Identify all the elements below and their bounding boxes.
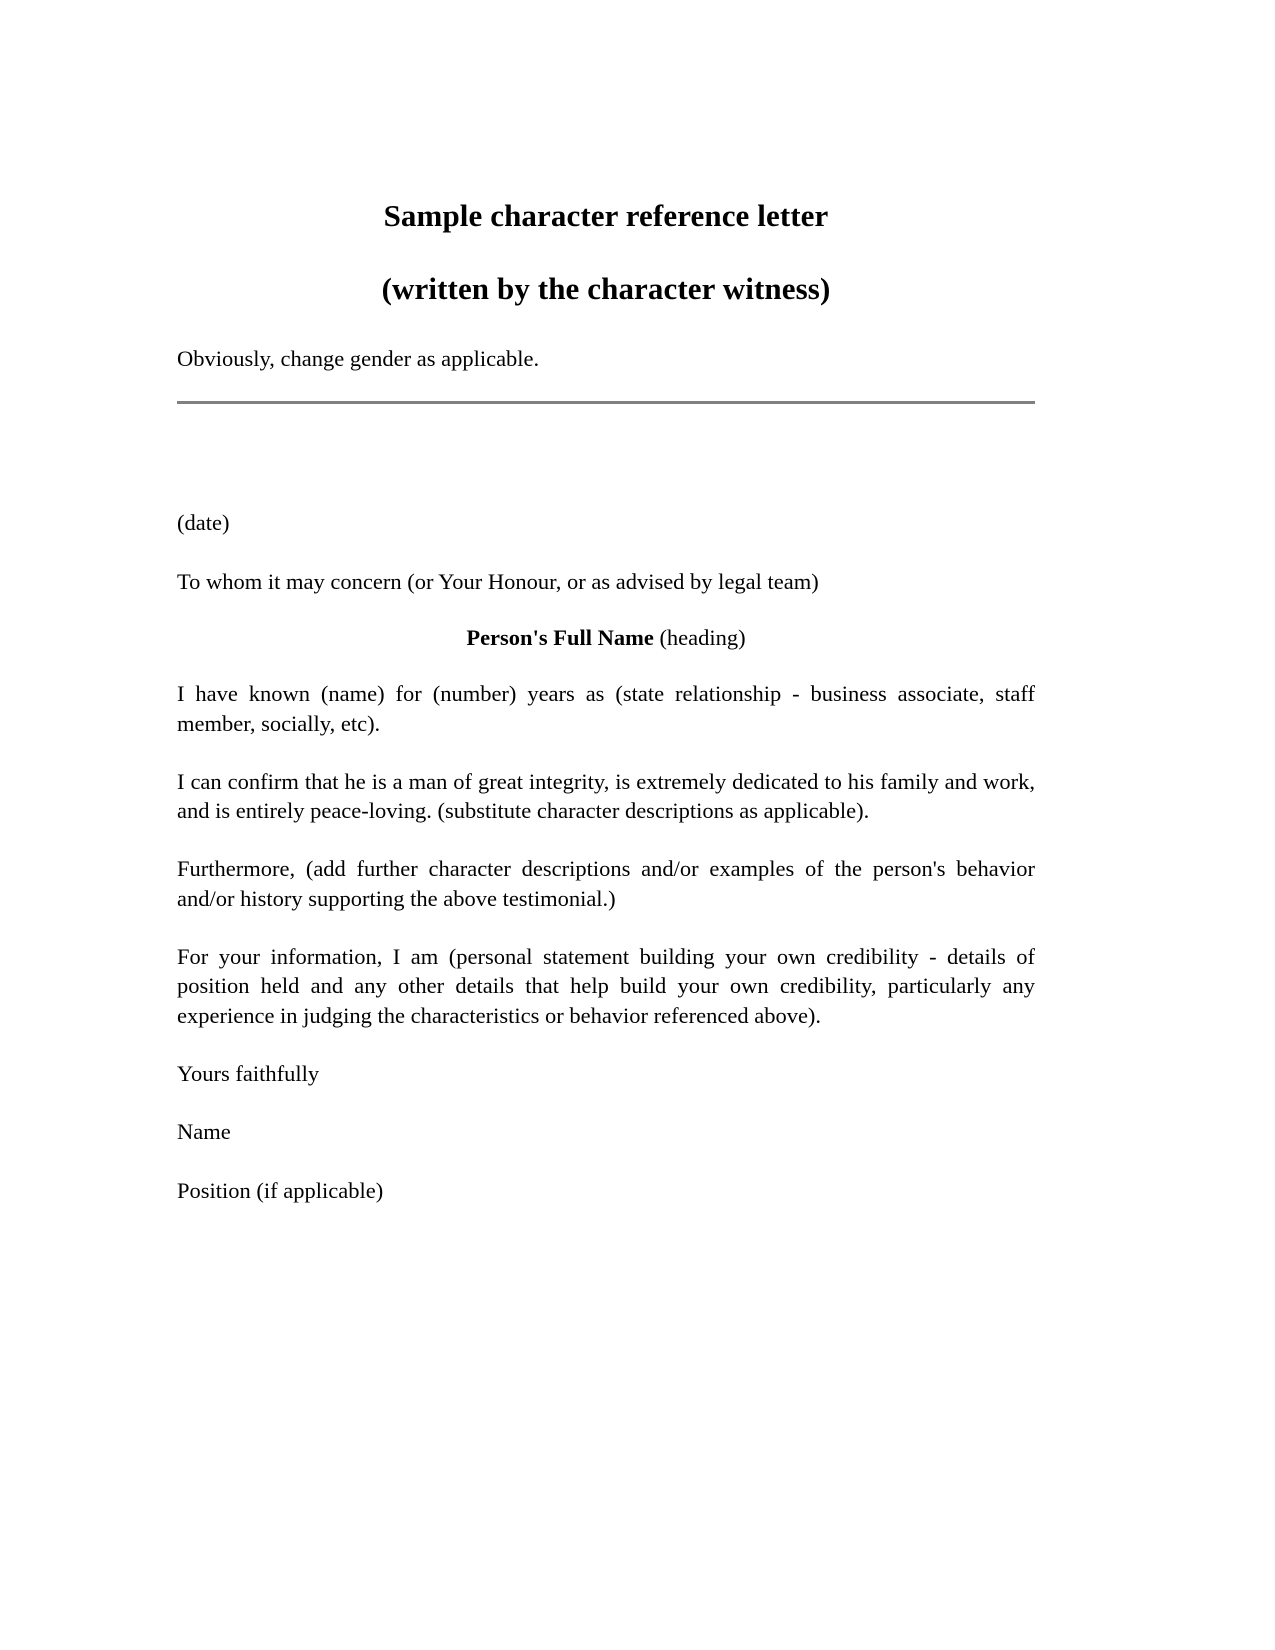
person-full-name: Person's Full Name: [466, 624, 654, 650]
page-title: Sample character reference letter: [383, 198, 829, 233]
paragraph-credibility: For your information, I am (personal statement building your own credibility - details of position held and any other details that help build your own credibility, particularly any experience in judging the characteristics or behavior referenced above).: [177, 943, 1035, 1028]
subject-heading: [177, 623, 1035, 653]
date-placeholder: (date): [177, 510, 230, 536]
title-block: [177, 0, 1035, 308]
salutation-line: To whom it may concern (or Your Honour, or as advised by legal team): [177, 569, 819, 595]
name-placeholder: Name: [177, 1119, 231, 1145]
sign-off-line: Yours faithfully: [177, 1060, 320, 1086]
heading-suffix-label: (heading): [653, 624, 746, 650]
paragraph-integrity: I can confirm that he is a man of great integrity, is extremely dedicated to his family and work, and is entirely peace-loving. (substitute character descriptions as applicable).: [177, 768, 1035, 824]
letter-body: [177, 508, 1035, 1205]
document-content-column: [177, 0, 1035, 1206]
gender-note: Obviously, change gender as applicable.: [177, 346, 540, 372]
horizontal-divider: [177, 401, 1035, 404]
position-placeholder: Position (if applicable): [177, 1177, 384, 1203]
paragraph-furthermore: Furthermore, (add further character descriptions and/or examples of the person's behavior and/or history supporting the above testimonial.): [177, 856, 1035, 911]
page-subtitle: (written by the character witness): [381, 271, 831, 307]
paragraph-known-relationship: I have known (name) for (number) years as (state relationship - business associate, staff member, socially, etc).: [177, 681, 1035, 737]
